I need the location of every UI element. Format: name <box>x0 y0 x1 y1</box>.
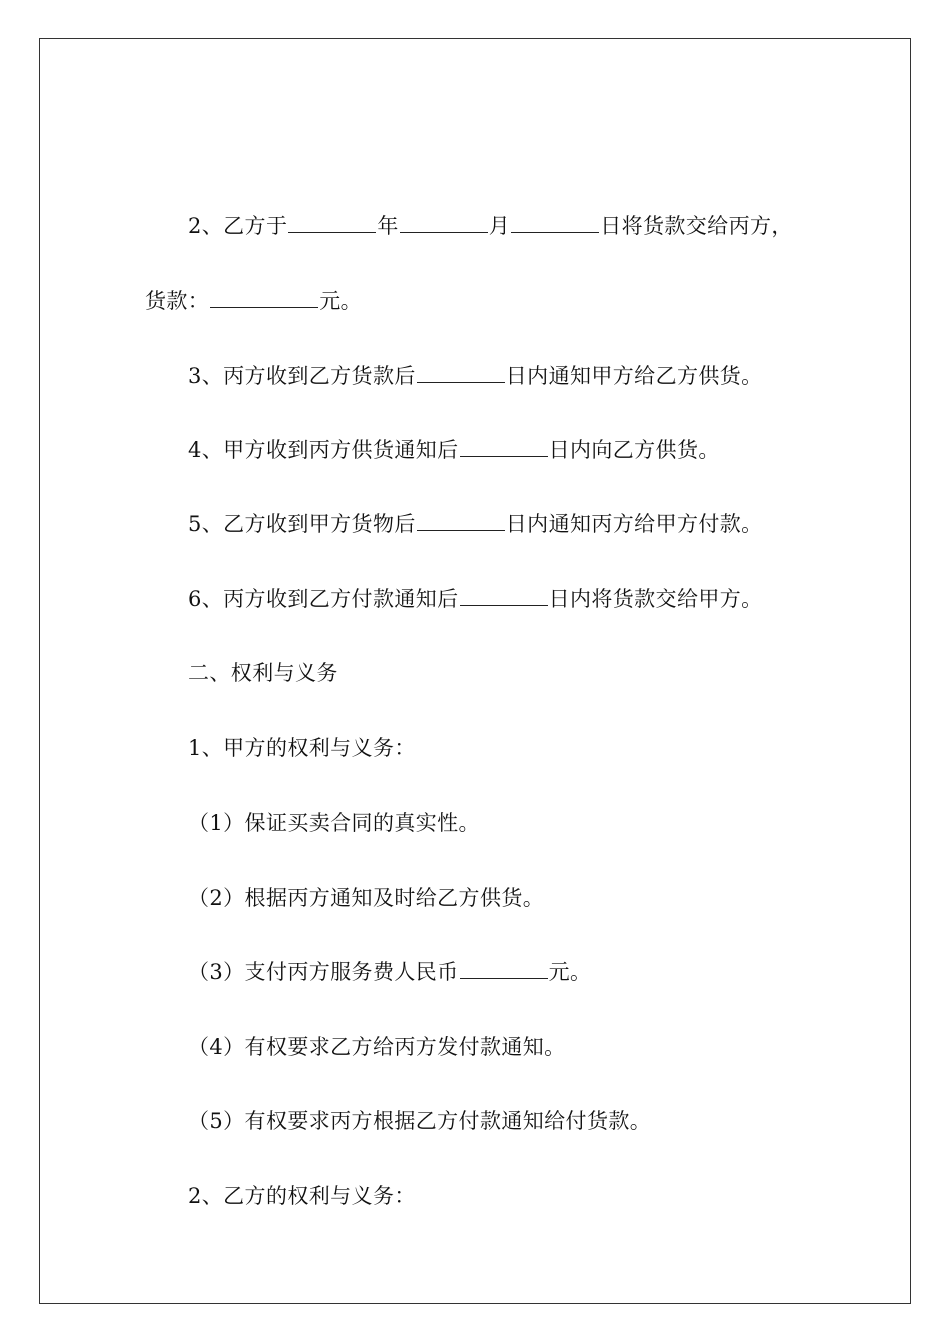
clause-text: 元。 <box>319 289 363 313</box>
clause-text: 月 <box>488 214 511 238</box>
day-blank <box>511 212 599 233</box>
clause-text: 5、乙方收到甲方货物后 <box>188 512 416 536</box>
days-blank <box>460 585 548 606</box>
clause-text: 日内通知丙方给甲方付款。 <box>505 512 763 536</box>
year-blank <box>288 212 376 233</box>
clause-text: 4、甲方收到丙方供货通知后 <box>188 438 459 462</box>
clause-text: 2、乙方于 <box>188 214 288 238</box>
days-blank <box>460 436 548 457</box>
clause-5 <box>188 510 763 538</box>
days-blank <box>417 362 505 383</box>
party-a-item-2: （2）根据丙方通知及时给乙方供货。 <box>188 886 545 910</box>
clause-text: 日内通知甲方给乙方供货。 <box>505 364 763 388</box>
clause-6 <box>188 585 763 613</box>
fee-blank <box>460 958 548 979</box>
party-a-item-1: （1）保证买卖合同的真实性。 <box>188 811 480 835</box>
section-heading-rights: 二、权利与义务 <box>188 661 338 685</box>
clause-text: 日内向乙方供货。 <box>548 438 720 462</box>
clause-text: 日将货款交给丙方， <box>600 214 793 238</box>
party-a-item-3 <box>188 958 591 986</box>
party-b-heading: 2、乙方的权利与义务： <box>188 1184 416 1208</box>
clause-3 <box>188 362 763 390</box>
clause-text: （3）支付丙方服务费人民币 <box>188 960 459 984</box>
clause-payment-amount <box>145 287 362 315</box>
days-blank <box>417 510 505 531</box>
clause-text: 货款： <box>145 289 210 313</box>
clause-text: 年 <box>377 214 399 238</box>
party-a-item-4: （4）有权要求乙方给丙方发付款通知。 <box>188 1035 566 1059</box>
clause-text: 6、丙方收到乙方付款通知后 <box>188 587 459 611</box>
clause-payment-date <box>188 212 793 240</box>
clause-4 <box>188 436 720 464</box>
clause-text: 元。 <box>548 960 592 984</box>
month-blank <box>400 212 488 233</box>
clause-text: 日内将货款交给甲方。 <box>548 587 763 611</box>
clause-text: 3、丙方收到乙方货款后 <box>188 364 416 388</box>
amount-blank <box>210 287 318 308</box>
party-a-heading: 1、甲方的权利与义务： <box>188 736 416 760</box>
party-a-item-5: （5）有权要求丙方根据乙方付款通知给付货款。 <box>188 1109 652 1133</box>
